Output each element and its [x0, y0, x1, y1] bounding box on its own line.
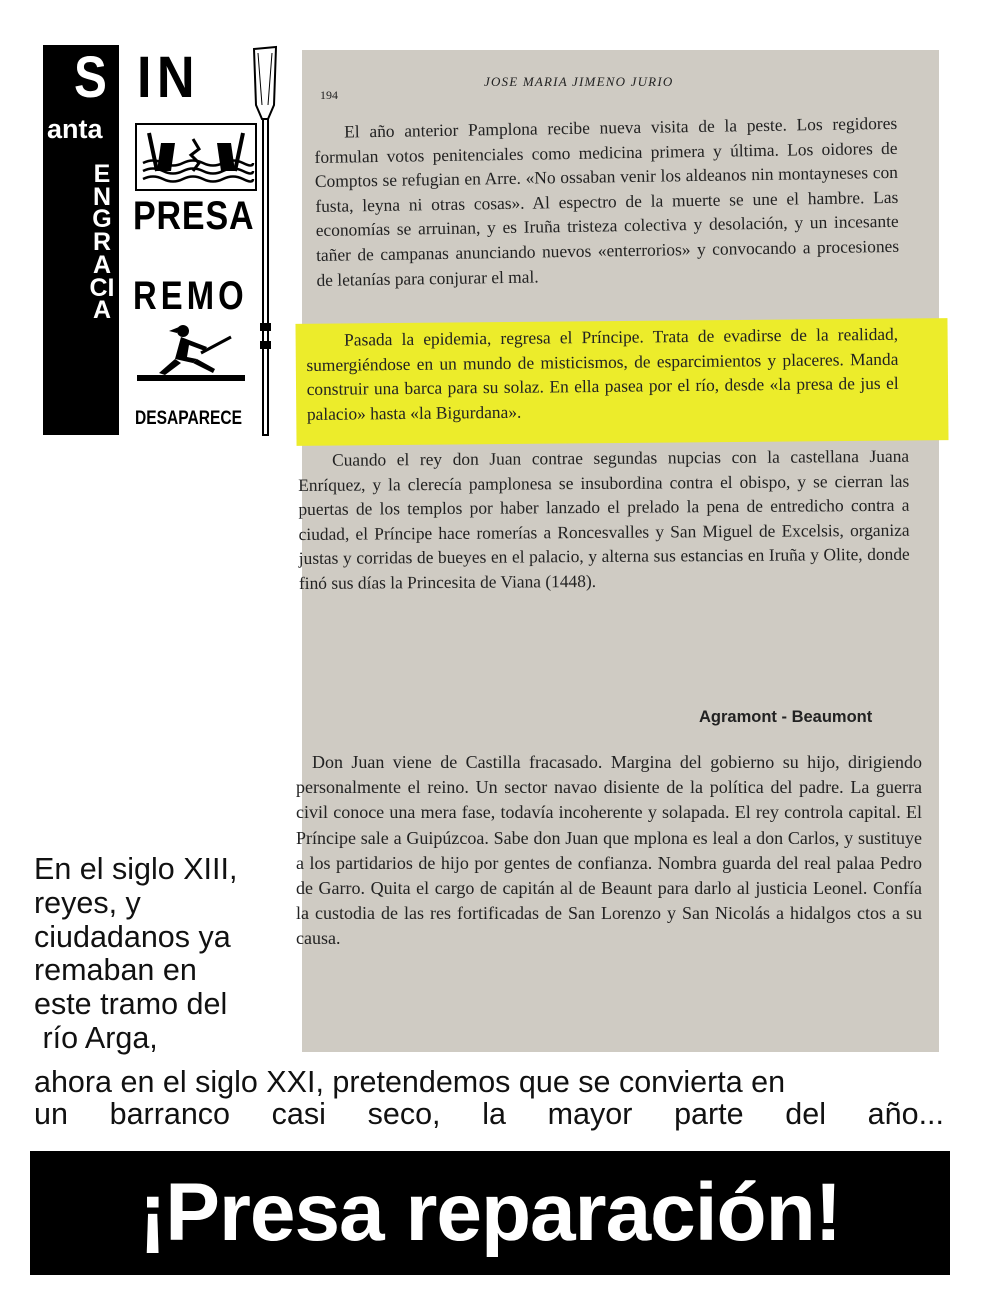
- logo-presa: PRESA: [133, 194, 255, 238]
- book-page-photo: [296, 50, 939, 1052]
- book-paragraph-1: El año anterior Pamplona recibe nueva visita de la peste. Los regidores formulan votos penitenciales como medicina primera y última. Los oidores de Comptos se refugian en Arre. «No ossaban venir los aldeanos nin montayneses con fusta, leyna ni otras cosas». Al espectro de la muerte se une el hambre. Las economías se arruinan, y es Iruña tristeza colectiva y desolación, y un incesante tañer de campanas anunciando nuevos «enterrorios» y convocando a procesiones de letanías para conjurar el mal.: [314, 112, 900, 290]
- logo-engracia: ENGRACIA: [89, 160, 115, 325]
- oar-icon: [248, 45, 282, 440]
- logo-black-column: [43, 45, 119, 435]
- slogan-banner: ¡Presa reparación!: [30, 1151, 950, 1275]
- logo-anta: anta: [47, 114, 103, 144]
- book-paragraph-4: Don Juan viene de Castilla fracasado. Margina del gobierno su hijo, dirigiendo personalmente el reino. Un sector navao disiente de la política del padre. La guerra civil conoce una mera fase, todavía incoherente y solapada. El rey controla capital. El Príncipe sale a Guipúzcoa. Sabe don Juan que mplona es leal a don Carlos, y sustituye a los partidarios de hijo por gentes de confianza. Nombra guarda del real palaa Pedro de Garro. Quita el cargo de capitán al de Beaunt para darlo al justicia Leonel. Confía la custodia de las res fortificadas de San Lorenzo y San Nicolás a hidalgos ctos a su causa.: [296, 752, 922, 949]
- book-paragraph-3: Cuando el rey don Juan contrae segundas nupcias con la castellana Juana Enríquez, y la clerecía pamplonesa se insubordina contra el obispo, y se cierran las puertas de los templos por haber lanzado el prelado la pena de entredicho contra a ciudad, el Príncipe hace romerías a Roncesvalles y San Miguel de Excelsis, organiza justas y corridas de bueyes en el palacio, y alterna sus estancias en Iruña y Olite, donde finó sus días la Princesita de Viana (1448).: [298, 445, 910, 593]
- logo-remo: REMO: [133, 274, 248, 318]
- logo-white-column: [131, 45, 261, 435]
- caption-line: ciudadanos ya: [34, 919, 231, 954]
- logo-sin-in: IN: [137, 45, 200, 110]
- caption-bottom-line-2: un barranco casi seco, la mayor parte del año...: [34, 1097, 944, 1131]
- book-page-number: 194: [320, 88, 338, 102]
- dam-icon: [135, 123, 257, 191]
- logo-desaparece: DESAPARECE: [135, 408, 243, 429]
- logo-sin-s: S: [74, 45, 107, 110]
- caption-line: En el siglo XIII,: [34, 852, 238, 886]
- caption-left: [34, 853, 284, 1056]
- rower-icon: [135, 323, 247, 391]
- book-paragraph-highlighted: Pasada la epidemia, regresa el Príncipe. Trata de evadirse de la realidad, sumergiéndose en un mundo de misticismos, de esparcimientos y placeres. Manda construir una barca para su solaz. En ella pasea por el río, desde «la presa de jus el palacio» hasta «la Bigurdana».: [306, 323, 899, 424]
- caption-bottom: [34, 1066, 944, 1130]
- caption-bottom-line-1: ahora en el siglo XXI, pretendemos que se convierta en: [34, 1065, 786, 1099]
- caption-line: este tramo del: [34, 987, 228, 1022]
- book-subheading: Agramont - Beaumont: [699, 708, 873, 726]
- caption-line: remaban en: [34, 953, 197, 988]
- caption-line: reyes, y: [34, 885, 141, 920]
- sin-presa-logo: [43, 45, 283, 440]
- caption-line: río Arga,: [34, 1020, 158, 1055]
- book-running-header: JOSE MARIA JIMENO JURIO: [484, 74, 674, 89]
